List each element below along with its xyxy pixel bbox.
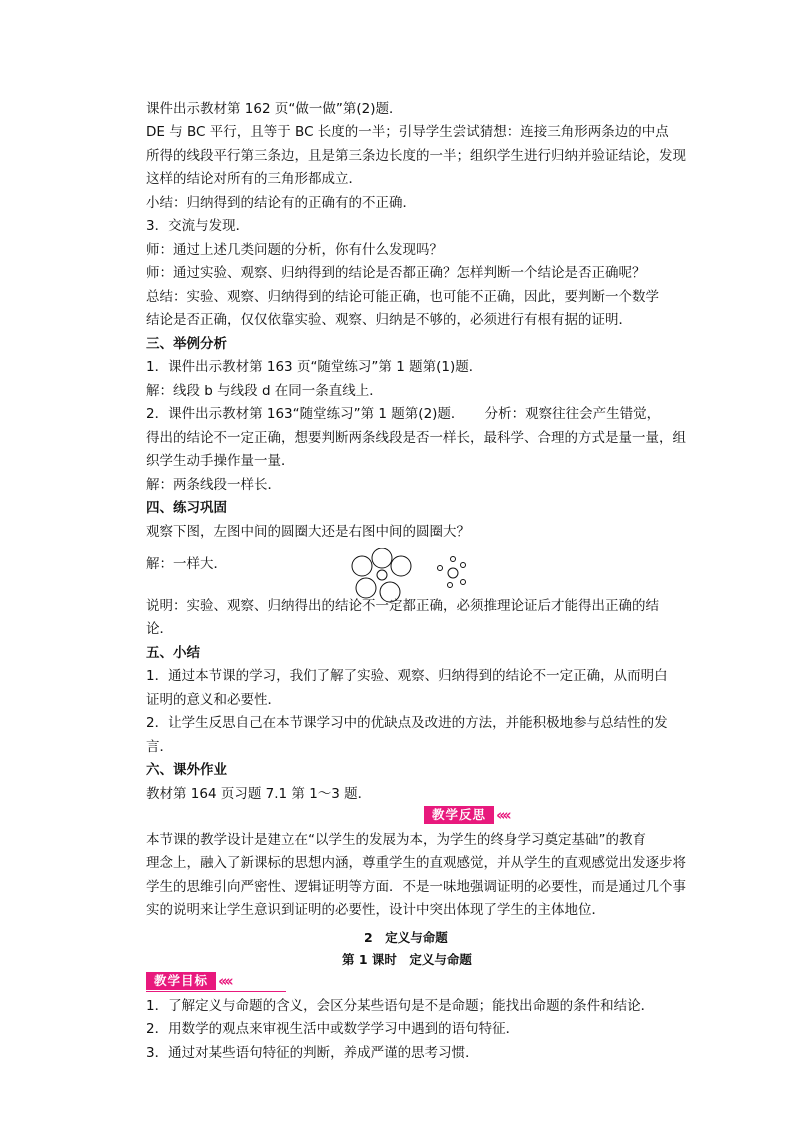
text-line: 实的说明来让学生意识到证明的必要性，设计中突出体现了学生的主体地位． xyxy=(146,902,605,918)
text-line: 教材第 164 页习题 7.1 第 1～3 题． xyxy=(146,786,372,802)
left-outer-circle xyxy=(391,556,411,576)
right-outer-circle xyxy=(461,563,466,568)
left-outer-circle xyxy=(356,578,376,598)
text-line: 结论是否正确，仅仅依靠实验、观察、归纳是不够的，必须进行有根有据的证明． xyxy=(146,312,632,328)
text-line: 师：通过上述几类问题的分析，你有什么发现吗？ xyxy=(146,242,443,258)
right-outer-circle xyxy=(461,580,466,585)
text-line: 所得的线段平行第三条边，且是第三条边长度的一半；组织学生进行归纳并验证结论，发现 xyxy=(146,148,686,164)
banner-label: 教学反思 xyxy=(424,806,494,824)
section-heading: 三、举例分析 xyxy=(146,336,227,352)
text-line: 1．了解定义与命题的含义，会区分某些语句是不是命题；能找出命题的条件和结论． xyxy=(146,998,655,1014)
left-outer-circle xyxy=(372,548,392,568)
right-outer-circle xyxy=(448,583,453,588)
text-line: 师：通过实验、观察、归纳得到的结论是否都正确？怎样判断一个结论是否正确呢？ xyxy=(146,265,646,281)
chevrons-icon: ‹‹‹‹ xyxy=(496,806,509,824)
right-circles-group xyxy=(438,557,466,588)
text-line: 3．交流与发现． xyxy=(146,218,250,234)
text-line: 1．课件出示教材第 163 页“随堂练习”第 1 题第(1)题． xyxy=(146,359,483,375)
teaching-goals-banner xyxy=(146,972,231,990)
text-line: 言． xyxy=(146,739,173,755)
text-line: 证明的意义和必要性． xyxy=(146,692,281,708)
chevrons-icon: ‹‹‹‹ xyxy=(218,972,231,990)
text-line: 小结：归纳得到的结论有的正确有的不正确． xyxy=(146,195,416,211)
text-line: 解：线段 b 与线段 d 在同一条直线上． xyxy=(146,383,383,399)
right-outer-circle xyxy=(451,557,456,562)
left-outer-circle xyxy=(352,556,372,576)
section-title: 2 定义与命题 xyxy=(364,930,448,945)
text-line: 1．通过本节课的学习，我们了解了实验、观察、归纳得到的结论不一定正确，从而明白 xyxy=(146,668,668,684)
text-line: 织学生动手操作量一量． xyxy=(146,453,295,469)
left-center-circle xyxy=(377,570,387,580)
text-line: 观察下图，左图中间的圆圈大还是右图中间的圆圈大？ xyxy=(146,524,470,540)
lesson-title: 第 1 课时 定义与命题 xyxy=(342,952,472,967)
text-line: 2．用数学的观点来审视生活中或数学学习中遇到的语句特征． xyxy=(146,1021,520,1037)
teaching-reflection-banner xyxy=(424,806,509,824)
text-line: DE 与 BC 平行，且等于 BC 长度的一半；引导学生尝试猜想：连接三角形两条边的中点 xyxy=(146,124,669,140)
text-line: 学生的思维引向严密性、逻辑证明等方面．不是一味地强调证明的必要性，而是通过几个事 xyxy=(146,879,686,895)
section-heading: 四、练习巩固 xyxy=(146,500,227,516)
text-line: 3．通过对某些语句特征的判断，养成严谨的思考习惯． xyxy=(146,1045,479,1061)
text-line: 解：一样大． xyxy=(146,556,227,572)
text-line: 这样的结论对所有的三角形都成立． xyxy=(146,171,362,187)
section-heading: 五、小结 xyxy=(146,645,200,661)
text-line: 本节课的教学设计是建立在“以学生的发展为本，为学生的终身学习奠定基础”的教育 xyxy=(146,832,646,848)
right-outer-circle xyxy=(438,566,443,571)
section-heading: 六、课外作业 xyxy=(146,762,227,778)
text-line: 得出的结论不一定正确，想要判断两条线段是否一样长，最科学、合理的方式是量一量，组 xyxy=(146,430,686,446)
banner-label: 教学目标 xyxy=(146,972,216,990)
banner-underline xyxy=(146,991,286,992)
text-line: 2．课件出示教材第 163“随堂练习”第 1 题第(2)题． 分析：观察往往会产生错觉， xyxy=(146,406,661,422)
text-line: 课件出示教材第 162 页“做一做”第(2)题． xyxy=(146,101,403,117)
text-line: 论． xyxy=(146,621,173,637)
text-line: 总结：实验、观察、归纳得到的结论可能正确，也可能不正确，因此，要判断一个数学 xyxy=(146,289,659,305)
left-circles-group xyxy=(352,548,411,602)
right-center-circle xyxy=(448,568,458,578)
text-line: 理念上，融入了新课标的思想内涵，尊重学生的直观感觉，并从学生的直观感觉出发逐步将 xyxy=(146,855,686,871)
text-line: 解：两条线段一样长． xyxy=(146,477,281,493)
text-line: 2．让学生反思自己在本节课学习中的优缺点及改进的方法，并能积极地参与总结性的发 xyxy=(146,715,668,731)
circles-illusion-figure xyxy=(350,548,480,603)
text-line: 说明：实验、观察、归纳得出的结论不一定都正确，必须推理论证后才能得出正确的结 xyxy=(146,598,659,614)
